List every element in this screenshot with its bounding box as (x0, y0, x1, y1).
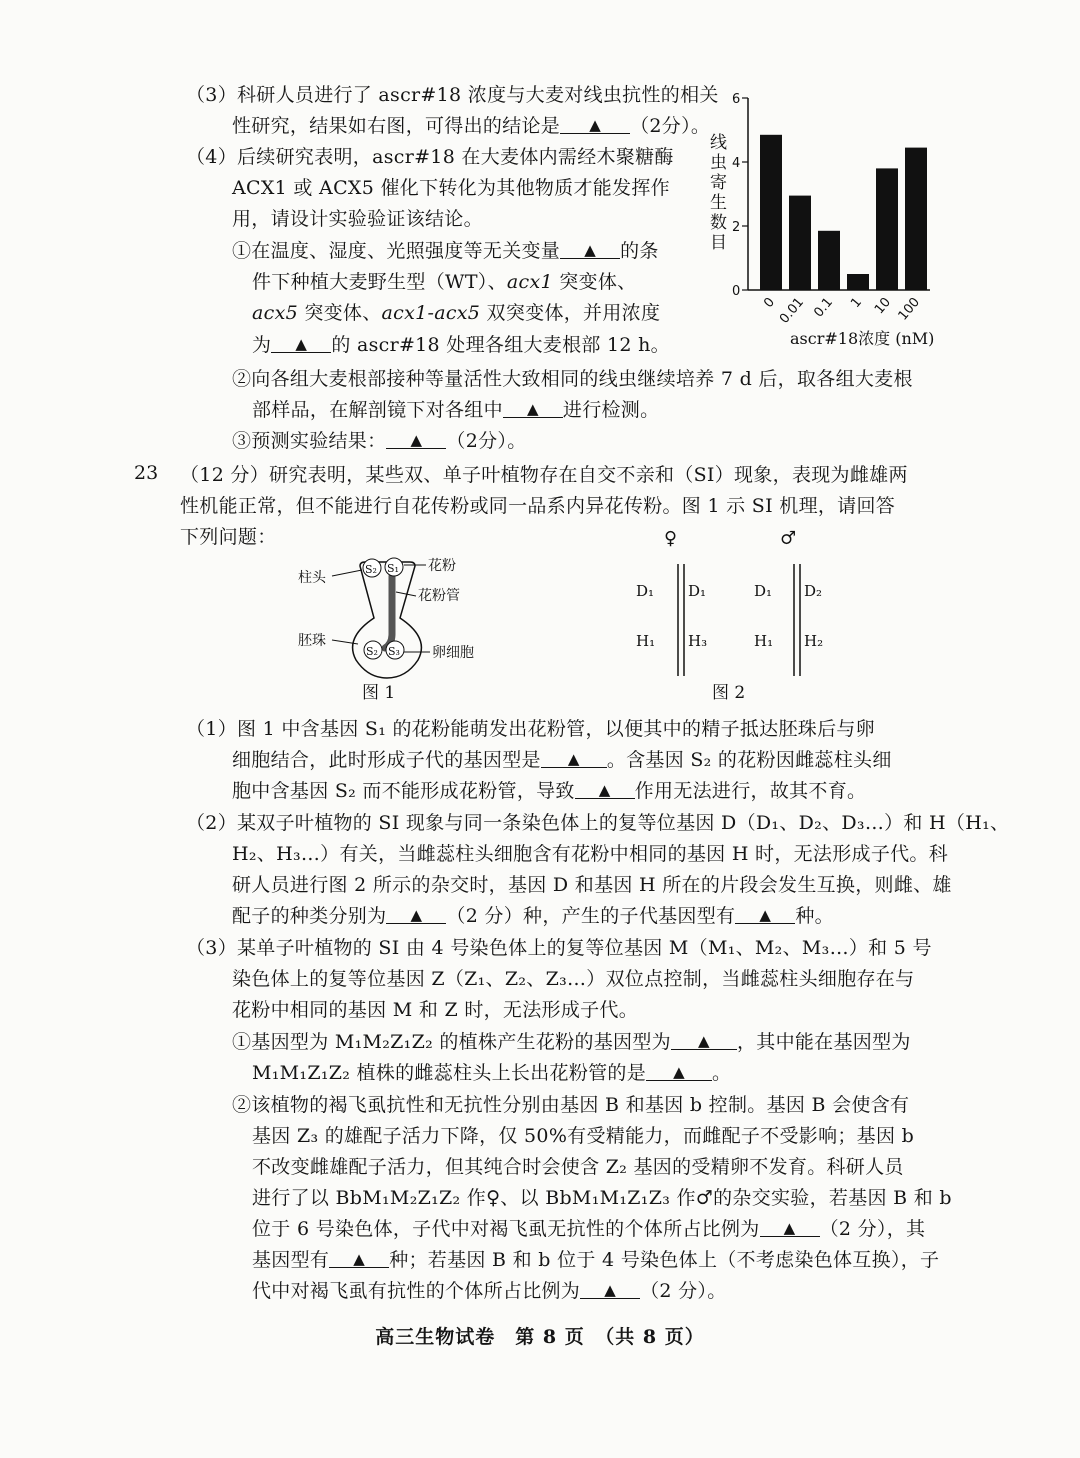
female-right-h: H₃ (688, 632, 708, 650)
answer-blank[interactable] (386, 903, 446, 924)
q23-part3-line2: 染色体上的复等位基因 Z（Z₁、Z₂、Z₃…）双位点控制，当雌蕊柱头细胞存在与 (232, 968, 915, 990)
q23-part3-sub2-line7 (252, 1278, 727, 1304)
figure-2-caption: 图 2 (712, 683, 746, 703)
q23-intro-line1: （12 分）研究表明，某些双、单子叶植物存在自交不亲和（SI）现象，表现为雌雄两 (180, 464, 908, 486)
q23-part3-sub2-line6 (252, 1247, 939, 1273)
blank-triangle-icon: ▲ (526, 400, 539, 418)
chart-y-label: 线虫寄生数目 (710, 133, 727, 253)
q22-step3-line (232, 428, 527, 454)
q22-step1-line1 (232, 238, 659, 264)
male-right-d: D₂ (804, 582, 823, 600)
answer-blank[interactable] (386, 428, 446, 449)
q23-part2-text: 配子的种类分别为 (232, 905, 387, 927)
q23-part1-text: 细胞结合，此时形成子代的基因型是 (232, 749, 541, 771)
label-egg-s3: S₃ (388, 645, 400, 658)
q22-part3-line1: （3）科研人员进行了 ascr#18 浓度与大麦对线虫抗性的相关 (186, 84, 719, 106)
female-right-d: D₁ (688, 582, 707, 600)
q23-part1-text: 。含基因 S₂ 的花粉因雌蕊柱头细 (606, 749, 892, 771)
q22-step2-line2 (252, 397, 659, 423)
q22-step3-score: （2分）。 (446, 430, 527, 452)
q23-part2-text: 种。 (795, 905, 834, 927)
answer-blank[interactable] (671, 1029, 737, 1050)
q22-step3-text: ③预测实验结果： (232, 430, 387, 452)
question-number: 23 (134, 462, 159, 484)
y-tick-label: 4 (732, 156, 741, 171)
bar-0.1 (818, 231, 840, 290)
answer-blank[interactable] (760, 1216, 820, 1237)
q22-step1-text: 双突变体，并用浓度 (480, 302, 661, 324)
q23-part3-text: ，其中能在基因型为 (736, 1031, 911, 1053)
female-left-h: H₁ (636, 632, 656, 650)
male-symbol: ♂ (780, 528, 797, 549)
blank-triangle-icon: ▲ (673, 1063, 685, 1081)
q23-part3-sub2-line5 (252, 1216, 925, 1242)
blank-triangle-icon: ▲ (598, 781, 611, 799)
nematode-bar-chart (700, 86, 950, 351)
q23-part3-text: （2 分），其 (819, 1218, 926, 1240)
q23-part3-text: 种；若基因 B 和 b 位于 4 号染色体上（不考虑染色体互换），子 (389, 1249, 940, 1271)
q23-part3-line1: （3）某单子叶植物的 SI 由 4 号染色体上的复等位基因 M（M₁、M₂、M₃…）和 5 号 (186, 937, 932, 959)
q23-intro-line2: 性机能正常，但不能进行自花传粉或同一品系内异花传粉。图 1 示 SI 机理，请回答 (180, 495, 896, 517)
q23-part3-text: M₁M₁Z₁Z₂ 植株的雌蕊柱头上长出花粉管的是 (252, 1062, 647, 1084)
y-tick-label: 6 (732, 92, 741, 107)
q22-part3-line2 (232, 113, 710, 139)
q22-step1-line3 (252, 300, 660, 326)
male-left-h: H₁ (754, 632, 774, 650)
label-stigma: 柱头 (298, 570, 326, 586)
q23-part3-text: 基因型有 (252, 1249, 330, 1271)
label-pollen: 花粉 (428, 558, 456, 574)
q23-part2-text: （2 分）种，产生的子代基因型有 (446, 905, 736, 927)
q23-part3-text: 。 (712, 1062, 732, 1084)
gene-acx1-acx5: acx1-acx5 (381, 302, 481, 324)
q22-step1-text: 突变体、 (297, 302, 382, 324)
q22-step1-text: 的 ascr#18 处理各组大麦根部 12 h。 (331, 334, 670, 356)
bar-100 (905, 148, 927, 290)
q22-part3-text: 性研究，结果如右图，可得出的结论是 (232, 115, 561, 137)
answer-blank[interactable] (575, 778, 635, 799)
x-tick-label: 0.1 (811, 294, 837, 321)
female-left-d: D₁ (636, 582, 655, 600)
q23-part3-sub2-line2: 基因 Z₃ 的雄配子活力下降，仅 50%有受精能力，而雌配子不受影响；基因 b (252, 1125, 915, 1147)
q23-part2-line4 (232, 903, 834, 929)
q23-part3-sub2-line4: 进行了以 BbM₁M₂Z₁Z₂ 作♀、以 BbM₁M₁Z₁Z₃ 作♂的杂交实验，若基因 B 和 b (252, 1187, 952, 1209)
chart-y-ticks (732, 92, 748, 299)
pollen-tube (385, 576, 392, 648)
answer-blank[interactable] (560, 113, 630, 134)
gene-acx1: acx1 (506, 271, 553, 293)
label-egg-s2: S₂ (366, 645, 378, 658)
bar-0 (760, 135, 782, 290)
label-s1: S₁ (387, 562, 399, 575)
blank-triangle-icon: ▲ (589, 116, 602, 134)
answer-blank[interactable] (560, 238, 620, 259)
q22-step1-text: 为 (252, 334, 272, 356)
q23-part3-sub1-line2 (252, 1060, 731, 1086)
q23-part1-line3 (232, 778, 866, 804)
figure-2-chromosome-cross (620, 524, 840, 710)
q23-part1-text: 作用无法进行，故其不育。 (634, 780, 867, 802)
q22-step2-text: 部样品，在解剖镜下对各组中 (252, 399, 503, 421)
q23-part3-sub2-line3: 不改变雌雄配子活力，但其纯合时会使含 Z₂ 基因的受精卵不发育。科研人员 (252, 1156, 904, 1178)
label-ovule: 胚珠 (298, 633, 326, 649)
gene-acx5: acx5 (252, 302, 298, 324)
x-tick-label: 1 (848, 294, 866, 311)
q22-step2-line1: ②向各组大麦根部接种等量活性大致相同的线虫继续培养 7 d 后，取各组大麦根 (232, 368, 913, 390)
blank-triangle-icon: ▲ (295, 335, 308, 353)
y-tick-label: 2 (732, 220, 741, 235)
blank-triangle-icon: ▲ (410, 431, 423, 449)
answer-blank[interactable] (329, 1247, 389, 1268)
blank-triangle-icon: ▲ (410, 906, 423, 924)
answer-blank[interactable] (735, 903, 795, 924)
q23-part3-sub2-line1: ②该植物的褐飞虱抗性和无抗性分别由基因 B 和基因 b 控制。基因 B 会使含有 (232, 1094, 910, 1116)
q22-step1-line4 (252, 332, 670, 358)
blank-triangle-icon: ▲ (584, 241, 597, 259)
q23-part3-text: 位于 6 号染色体，子代中对褐飞虱无抗性的个体所占比例为 (252, 1218, 760, 1240)
q23-part2-line3: 研人员进行图 2 所示的杂交时，基因 D 和基因 H 所在的片段会发生互换，则雌、雄 (232, 874, 952, 896)
q23-part3-text: （2 分）。 (640, 1280, 727, 1302)
q22-part4-line1: （4）后续研究表明，ascr#18 在大麦体内需经木聚糖酶 (186, 146, 674, 168)
blank-triangle-icon: ▲ (759, 906, 772, 924)
q22-step1-text: 件下种植大麦野生型（WT）、 (252, 271, 507, 293)
x-tick-label: 10 (871, 294, 895, 318)
figure-1-pistil-diagram (290, 548, 490, 708)
q22-step1-text: 突变体、 (552, 271, 637, 293)
label-s2: S₂ (365, 563, 377, 576)
q23-part1-line2 (232, 747, 892, 773)
blank-triangle-icon: ▲ (698, 1032, 710, 1050)
bar-1 (847, 274, 869, 290)
x-tick-label: 0 (761, 294, 779, 311)
q23-part3-line3: 花粉中相同的基因 M 和 Z 时，无法形成子代。 (232, 999, 639, 1021)
bar-0.01 (789, 196, 811, 290)
label-egg: 卵细胞 (432, 645, 474, 661)
q23-part1-text: 胞中含基因 S₂ 而不能形成花粉管，导致 (232, 780, 575, 802)
figure-1-caption: 图 1 (362, 683, 396, 703)
q22-step1-line2 (252, 269, 636, 295)
y-tick-label: 0 (732, 284, 741, 299)
q22-step1-text: ①在温度、湿度、光照强度等无关变量 (232, 240, 561, 262)
blank-triangle-icon: ▲ (353, 1250, 366, 1268)
male-left-d: D₁ (754, 582, 773, 600)
page-footer: 高三生物试卷 第 8 页 （共 8 页） (375, 1326, 705, 1348)
q22-part4-line3: 用，请设计实验验证该结论。 (232, 208, 483, 230)
q22-step2-text: 进行检测。 (562, 399, 660, 421)
q22-part4-line2: ACX1 或 ACX5 催化下转化为其他物质才能发挥作 (232, 177, 670, 199)
q23-intro-line3: 下列问题： (180, 526, 277, 548)
q23-part3-text: 代中对褐飞虱有抗性的个体所占比例为 (252, 1280, 581, 1302)
q23-part1-line1: （1）图 1 中含基因 S₁ 的花粉能萌发出花粉管，以便其中的精子抵达胚珠后与卵 (186, 718, 875, 740)
q23-part2-line2: H₂、H₃…）有关，当雌蕊柱头细胞含有花粉中相同的基因 H 时，无法形成子代。科 (232, 843, 949, 865)
answer-blank[interactable] (503, 397, 563, 418)
bar-10 (876, 168, 898, 290)
chart-x-ticks (761, 295, 923, 327)
q23-part3-sub1-line1 (232, 1029, 911, 1055)
answer-blank[interactable] (646, 1060, 712, 1081)
answer-blank[interactable] (541, 747, 607, 768)
blank-triangle-icon: ▲ (567, 750, 580, 768)
chart-bars (760, 135, 927, 290)
male-right-h: H₂ (804, 632, 824, 650)
q22-step1-tail: 的条 (620, 240, 659, 262)
pistil-outline (353, 562, 422, 678)
x-tick-label: 100 (895, 294, 924, 324)
q23-part3-text: ①基因型为 M₁M₂Z₁Z₂ 的植株产生花粉的基因型为 (232, 1031, 671, 1053)
blank-triangle-icon: ▲ (604, 1281, 617, 1299)
q22-part3-score: （2分）。 (630, 115, 711, 137)
label-pollen-tube: 花粉管 (418, 588, 460, 604)
answer-blank[interactable] (580, 1278, 640, 1299)
chart-x-label: ascr#18浓度 (nM) (790, 329, 935, 348)
answer-blank[interactable] (271, 332, 331, 353)
blank-triangle-icon: ▲ (783, 1219, 796, 1237)
female-symbol: ♀ (664, 528, 678, 549)
x-tick-label: 0.01 (776, 294, 808, 327)
q23-part2-line1: （2）某双子叶植物的 SI 现象与同一条染色体上的复等位基因 D（D₁、D₂、D₃…）和 H（H₁、 (186, 812, 1010, 834)
